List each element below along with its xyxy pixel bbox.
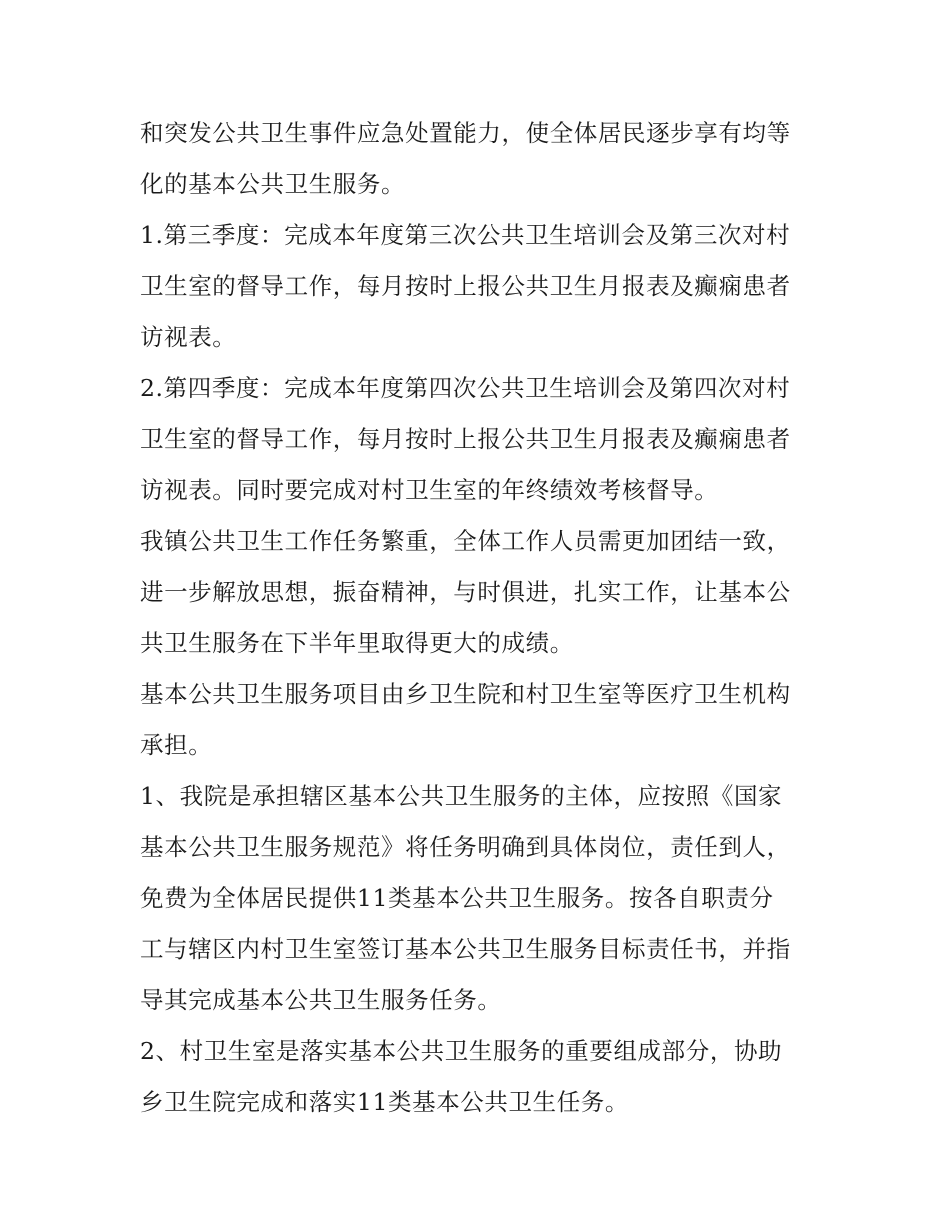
text-line: 进一步解放思想，振奋精神，与时俱进，扎实工作，让基本公	[140, 578, 791, 606]
text-line: 共卫生服务在下半年里取得更大的成绩。	[140, 629, 574, 657]
text-line: 访视表。同时要完成对村卫生室的年终绩效考核督导。	[140, 476, 719, 504]
text-line: 卫生室的督导工作，每月按时上报公共卫生月报表及癫痫患者	[140, 272, 791, 300]
text-line: 基本公共卫生服务规范》将任务明确到具体岗位，责任到人，	[140, 833, 791, 861]
text-line: 1、我院是承担辖区基本公共卫生服务的主体，应按照《国家	[140, 782, 783, 810]
text-line: 导其完成基本公共卫生服务任务。	[140, 986, 502, 1014]
text-line: 基本公共卫生服务项目由乡卫生院和村卫生室等医疗卫生机构	[140, 680, 791, 708]
text-line: 2.第四季度：完成本年度第四次公共卫生培训会及第四次对村	[140, 374, 791, 402]
text-line: 乡卫生院完成和落实11类基本公共卫生任务。	[140, 1088, 630, 1116]
text-line: 和突发公共卫生事件应急处置能力，使全体居民逐步享有均等	[140, 119, 791, 147]
text-line: 卫生室的督导工作，每月按时上报公共卫生月报表及癫痫患者	[140, 425, 791, 453]
text-line: 访视表。	[140, 323, 237, 351]
text-line: 承担。	[140, 731, 213, 759]
text-line: 化的基本公共卫生服务。	[140, 170, 406, 198]
text-line: 1.第三季度：完成本年度第三次公共卫生培训会及第三次对村	[140, 221, 791, 249]
text-line: 2、村卫生室是落实基本公共卫生服务的重要组成部分，协助	[140, 1037, 783, 1065]
text-line: 免费为全体居民提供11类基本公共卫生服务。按各自职责分	[140, 884, 774, 912]
document-body	[140, 108, 820, 1128]
text-line: 我镇公共卫生工作任务繁重，全体工作人员需更加团结一致，	[140, 527, 791, 555]
text-line: 工与辖区内村卫生室签订基本公共卫生服务目标责任书，并指	[140, 935, 791, 963]
